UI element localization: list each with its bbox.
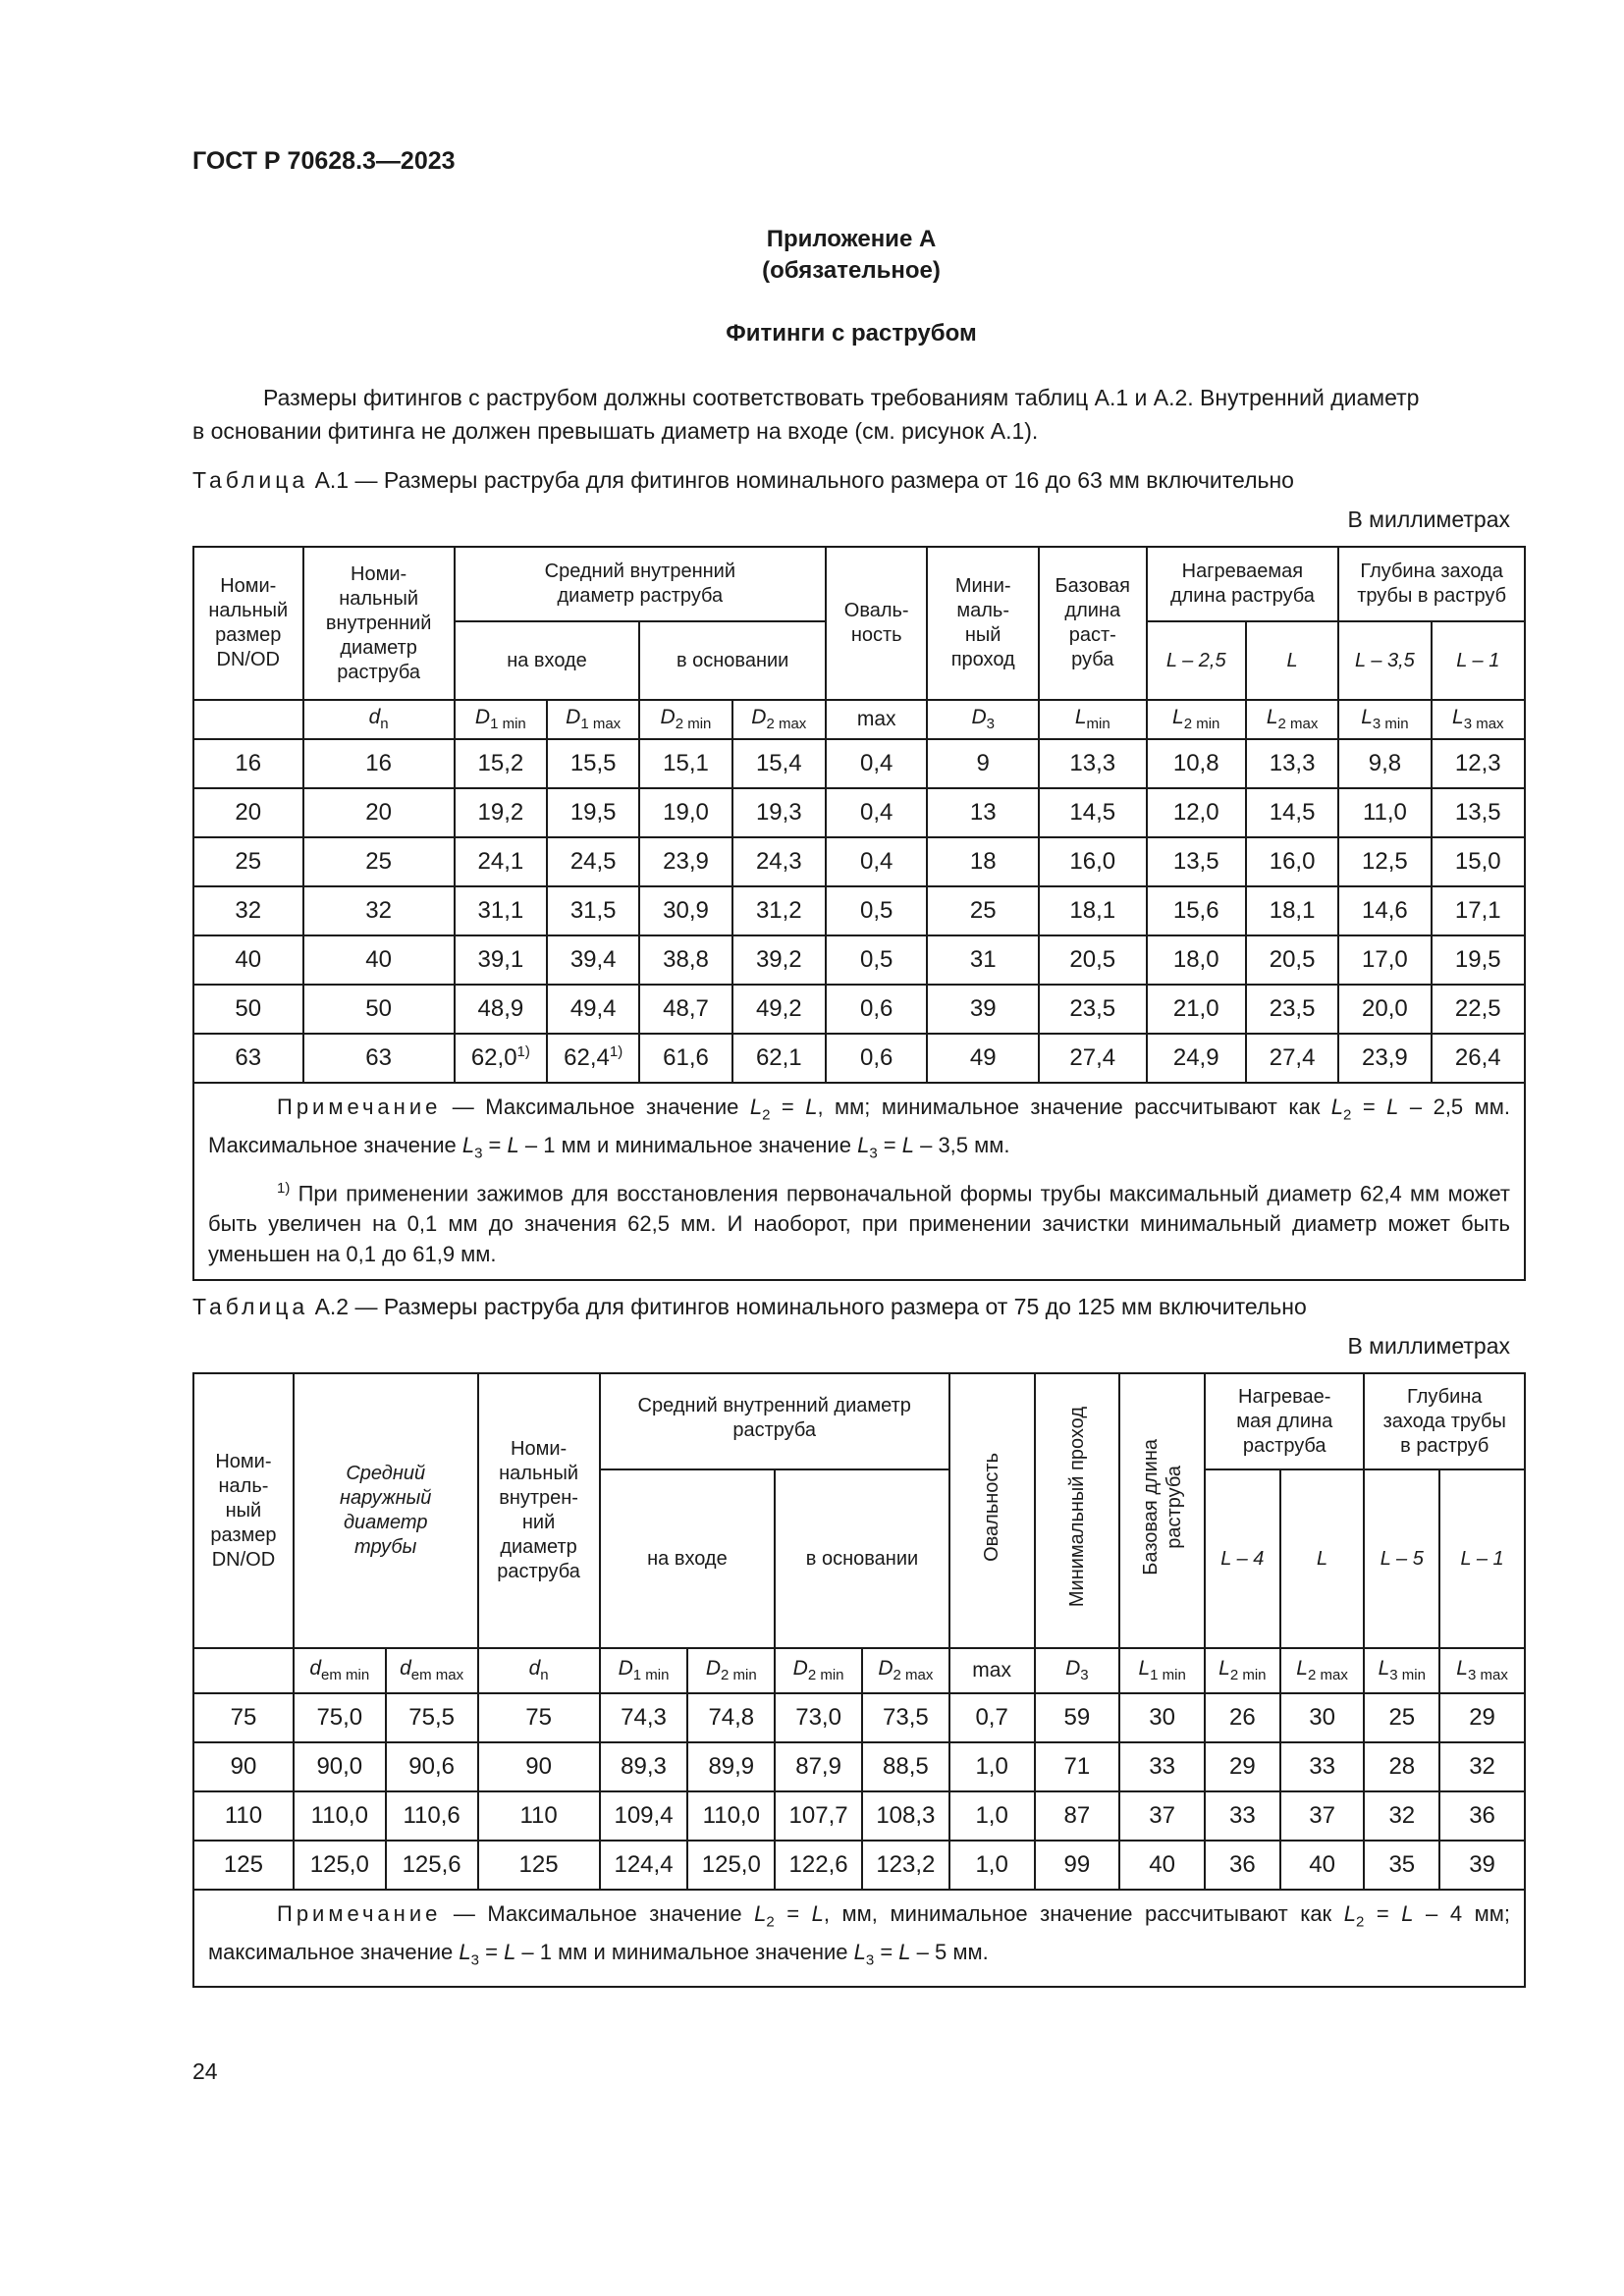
table1-cell: 16	[193, 739, 303, 788]
t2-h-l1: L – 1	[1439, 1469, 1525, 1648]
t2-h-l5: L – 5	[1364, 1469, 1439, 1648]
t2-sym-l3max: $L_{3 max}$	[1439, 1648, 1525, 1693]
table2-cell: 87	[1035, 1791, 1120, 1841]
t2-sym-demmax: $d_{em max}$	[386, 1648, 478, 1693]
t1-sym-lmin: $L_{min}$	[1039, 700, 1147, 739]
table2-cell: 125,6	[386, 1841, 478, 1890]
table1-cell: 40	[193, 935, 303, 985]
table1-cell: 15,5	[547, 739, 639, 788]
table1-cell: 17,1	[1432, 886, 1525, 935]
table2-cell: 30	[1119, 1693, 1205, 1742]
table2-cell: 107,7	[775, 1791, 862, 1841]
table2-cell: 36	[1205, 1841, 1280, 1890]
t1-h-base: в основании	[639, 621, 826, 700]
table1-cell: 18,1	[1039, 886, 1147, 935]
table1-cell: 0,5	[826, 935, 927, 985]
table2-cell: 75,0	[294, 1693, 386, 1742]
table2-caption-text: А.2 — Размеры раструба для фитингов номинального размера от 75 до 125 мм включительно	[314, 1294, 1307, 1319]
t1-h-l25: L – 2,5	[1147, 621, 1246, 700]
table2-cell: 110	[478, 1791, 600, 1841]
t2-sym-d2min-b: $D_{2 min}$	[775, 1648, 862, 1693]
t2-h-oval: Овальность	[949, 1373, 1035, 1648]
table2-cell: 29	[1439, 1693, 1525, 1742]
t1-sym-max: max	[826, 700, 927, 739]
table1-cell: 20,0	[1338, 985, 1431, 1034]
t2-sym-d2max: $D_{2 max}$	[862, 1648, 949, 1693]
table2-cell: 110,0	[687, 1791, 775, 1841]
t2-sym-d3: $D_3$	[1035, 1648, 1120, 1693]
table2-cell: 99	[1035, 1841, 1120, 1890]
table2-caption-word: Таблица	[192, 1294, 309, 1319]
t1-h-l: L	[1246, 621, 1338, 700]
table1-cell: 15,2	[455, 739, 547, 788]
t1-last-c2: 63	[303, 1034, 455, 1083]
table1-cell: 14,6	[1338, 886, 1431, 935]
table2-cell: 1,0	[949, 1742, 1035, 1791]
table2-cell: 73,0	[775, 1693, 862, 1742]
table1-cell: 0,5	[826, 886, 927, 935]
table1-cell: 24,5	[547, 837, 639, 886]
table2-cell: 108,3	[862, 1791, 949, 1841]
t2-h-heated: Нагревае- мая длина раструба	[1205, 1373, 1364, 1469]
table1-cell: 19,5	[1432, 935, 1525, 985]
table1-cell: 23,5	[1039, 985, 1147, 1034]
t1-sym-l2min: $L_{2 min}$	[1147, 700, 1246, 739]
table2-cell: 75	[478, 1693, 600, 1742]
table1-caption	[192, 467, 1294, 494]
t1-sym-blank	[193, 700, 303, 739]
table1-cell: 11,0	[1338, 788, 1431, 837]
table2-row	[193, 1791, 1525, 1841]
table2-cell: 125,0	[294, 1841, 386, 1890]
table1-units: В миллиметрах	[1347, 507, 1510, 532]
table1-cell: 12,5	[1338, 837, 1431, 886]
t2-h-outer: Средний наружный диаметр трубы	[294, 1373, 478, 1648]
table2-cell: 1,0	[949, 1841, 1035, 1890]
table2-cell: 36	[1439, 1791, 1525, 1841]
t2-sym-d1min: $D_{1 min}$	[600, 1648, 688, 1693]
table1-cell: 50	[303, 985, 455, 1034]
t1-last-c12: 23,9	[1338, 1034, 1431, 1083]
t1-h-l1: L – 1	[1432, 621, 1525, 700]
t1-h-entry: на входе	[455, 621, 640, 700]
intro-line-1: Размеры фитингов с раструбом должны соответствовать требованиям таблиц А.1 и А.2. Внутренний диаметр	[263, 385, 1420, 410]
t1-last-c3: 62,0$^{1)}$	[455, 1034, 547, 1083]
table1-cell: 15,1	[639, 739, 731, 788]
t1-note-label: Примечание	[277, 1095, 442, 1119]
table2-cell: 110,0	[294, 1791, 386, 1841]
t1-last-c10: 24,9	[1147, 1034, 1246, 1083]
t2-note-label: Примечание	[277, 1901, 442, 1926]
table2-row	[193, 1742, 1525, 1791]
t1-h-inner: Номи- нальный внутренний диаметр раструба	[303, 547, 455, 700]
table1-cell: 19,0	[639, 788, 731, 837]
table2-cell: 110,6	[386, 1791, 478, 1841]
table1-cell: 19,5	[547, 788, 639, 837]
t2-sym-max: max	[949, 1648, 1035, 1693]
table1-cell: 13,5	[1432, 788, 1525, 837]
table2-cell: 37	[1119, 1791, 1205, 1841]
table1-caption-word: Таблица	[192, 467, 309, 493]
t2-sym-l3min: $L_{3 min}$	[1364, 1648, 1439, 1693]
t2-h-minpass: Минимальный проход	[1035, 1373, 1120, 1648]
table1-cell: 18,1	[1246, 886, 1338, 935]
table2-cell: 26	[1205, 1693, 1280, 1742]
table1-cell: 39,1	[455, 935, 547, 985]
table1-cell: 25	[193, 837, 303, 886]
table1-row	[193, 886, 1525, 935]
table1-cell: 25	[927, 886, 1039, 935]
table2-cell: 90	[193, 1742, 294, 1791]
t1-last-c5: 61,6	[639, 1034, 731, 1083]
table1-cell: 40	[303, 935, 455, 985]
table1-cell: 18,0	[1147, 935, 1246, 985]
table2-cell: 59	[1035, 1693, 1120, 1742]
table2-cell: 89,9	[687, 1742, 775, 1791]
table2-cell: 89,3	[600, 1742, 688, 1791]
table1-cell: 49,2	[732, 985, 826, 1034]
table2-cell: 39	[1439, 1841, 1525, 1890]
table1-cell: 18	[927, 837, 1039, 886]
table2-cell: 35	[1364, 1841, 1439, 1890]
table1-cell: 20	[303, 788, 455, 837]
table2-cell: 75,5	[386, 1693, 478, 1742]
t1-sym-l3min: $L_{3 min}$	[1338, 700, 1431, 739]
t2-h-depth: Глубина захода трубы в раструб	[1364, 1373, 1525, 1469]
table2-cell: 37	[1280, 1791, 1365, 1841]
table1-cell: 39,2	[732, 935, 826, 985]
appendix-status: (обязательное)	[762, 257, 941, 284]
table2-cell: 75	[193, 1693, 294, 1742]
t2-sym-l1min: $L_{1 min}$	[1119, 1648, 1205, 1693]
t2-sym-d2min-a: $D_{2 min}$	[687, 1648, 775, 1693]
table1-note: Примечание — Максимальное значение $L_2 = L$, мм; минимальное значение рассчитывают как $L_2 = L - 2,5$ мм. Максимальное значение $L_3 = L - 1$ мм и минимальное значение $L_3 = L - 3,5$ мм. $^{1)}$ При применении зажимов для восстановления первоначальной формы трубы максимальный диаметр 62,4 мм может быть увеличен на 0,1 мм до значения 62,5 мм. И наоборот, при применении зачистки минимальный диаметр может быть уменьшен на 0,1 до 61,9 мм.	[193, 1083, 1525, 1280]
t2-h-l4: L – 4	[1205, 1469, 1280, 1648]
t1-sym-dn: $d_n$	[303, 700, 455, 739]
table2-cell: 90	[478, 1742, 600, 1791]
t2-h-l: L	[1280, 1469, 1365, 1648]
table1-cell: 0,4	[826, 739, 927, 788]
table1-cell: 13,3	[1039, 739, 1147, 788]
table1-row	[193, 985, 1525, 1034]
table2	[192, 1372, 1526, 1988]
t1-last-c4: 62,4$^{1)}$	[547, 1034, 639, 1083]
table1-cell: 13,3	[1246, 739, 1338, 788]
table1-cell: 15,6	[1147, 886, 1246, 935]
table1	[192, 546, 1526, 1281]
table2-cell: 109,4	[600, 1791, 688, 1841]
table2-cell: 0,7	[949, 1693, 1035, 1742]
table1-cell: 31,1	[455, 886, 547, 935]
table2-cell: 33	[1280, 1742, 1365, 1791]
t1-h-heated: Нагреваемая длина раструба	[1147, 547, 1339, 621]
table2-cell: 123,2	[862, 1841, 949, 1890]
table1-cell: 32	[303, 886, 455, 935]
table1-cell: 15,0	[1432, 837, 1525, 886]
table2-cell: 90,0	[294, 1742, 386, 1791]
table1-cell: 23,9	[639, 837, 731, 886]
table1-cell: 38,8	[639, 935, 731, 985]
table1-cell: 9	[927, 739, 1039, 788]
t2-h-baselen: Базовая длина раструба	[1119, 1373, 1205, 1648]
t2-sym-l2min: $L_{2 min}$	[1205, 1648, 1280, 1693]
table2-cell: 87,9	[775, 1742, 862, 1791]
t2-h-base: в основании	[775, 1469, 949, 1648]
t2-sym-dn: $d_n$	[478, 1648, 600, 1693]
table1-cell: 49,4	[547, 985, 639, 1034]
t1-last-c7: 0,6	[826, 1034, 927, 1083]
table1-row	[193, 788, 1525, 837]
appendix-title: Приложение А	[766, 226, 937, 252]
t1-sym-d1max: $D_{1 max}$	[547, 700, 639, 739]
table1-cell: 12,0	[1147, 788, 1246, 837]
table2-cell: 29	[1205, 1742, 1280, 1791]
table1-cell: 31,2	[732, 886, 826, 935]
table1-cell: 16,0	[1039, 837, 1147, 886]
t1-h-minpass: Мини- маль- ный проход	[927, 547, 1039, 700]
table2-units: В миллиметрах	[1347, 1333, 1510, 1359]
table1-cell: 14,5	[1246, 788, 1338, 837]
table2-cell: 33	[1119, 1742, 1205, 1791]
page-number: 24	[192, 2058, 218, 2084]
table1-cell: 16	[303, 739, 455, 788]
table1-cell: 14,5	[1039, 788, 1147, 837]
t1-last-c11: 27,4	[1246, 1034, 1338, 1083]
t2-sym-blank	[193, 1648, 294, 1693]
table1-cell: 32	[193, 886, 303, 935]
t1-h-baselen: Базовая длина раст- руба	[1039, 547, 1147, 700]
table2-cell: 74,8	[687, 1693, 775, 1742]
table2-caption	[192, 1294, 1307, 1320]
t2-h-entry: на входе	[600, 1469, 776, 1648]
table2-cell: 32	[1364, 1791, 1439, 1841]
table2-cell: 25	[1364, 1693, 1439, 1742]
table2-cell: 73,5	[862, 1693, 949, 1742]
t2-sym-l2max: $L_{2 max}$	[1280, 1648, 1365, 1693]
t1-h-oval: Оваль- ность	[826, 547, 927, 700]
t1-last-c1: 63	[193, 1034, 303, 1083]
table2-note: Примечание — Максимальное значение $L_2 = L$, мм, минимальное значение рассчитывают как $L_2 = L - 4$ мм; максимальное значение $L_3 = L - 1$ мм и минимальное значение $L_3 = L - 5$ мм.	[193, 1890, 1525, 1987]
t1-h-mean: Средний внутренний диаметр раструба	[455, 547, 826, 621]
table1-cell: 17,0	[1338, 935, 1431, 985]
t2-sym-demmin: $d_{em min}$	[294, 1648, 386, 1693]
t1-sym-l2max: $L_{2 max}$	[1246, 700, 1338, 739]
table1-cell: 16,0	[1246, 837, 1338, 886]
table2-cell: 90,6	[386, 1742, 478, 1791]
t1-h-depth: Глубина захода трубы в раструб	[1338, 547, 1525, 621]
table1-cell: 0,6	[826, 985, 927, 1034]
table1-cell: 31	[927, 935, 1039, 985]
table2-cell: 74,3	[600, 1693, 688, 1742]
table1-cell: 21,0	[1147, 985, 1246, 1034]
table2-cell: 28	[1364, 1742, 1439, 1791]
t1-last-c9: 27,4	[1039, 1034, 1147, 1083]
t1-sym-d2max: $D_{2 max}$	[732, 700, 826, 739]
t1-h-l35: L – 3,5	[1338, 621, 1431, 700]
table2-cell: 124,4	[600, 1841, 688, 1890]
table1-cell: 39,4	[547, 935, 639, 985]
table2-cell: 122,6	[775, 1841, 862, 1890]
table1-cell: 9,8	[1338, 739, 1431, 788]
table2-cell: 110	[193, 1791, 294, 1841]
t2-h-inner: Номи- нальный внутрен- ний диаметр раструба	[478, 1373, 600, 1648]
table1-cell: 48,9	[455, 985, 547, 1034]
table1-caption-text: А.1 — Размеры раструба для фитингов номинального размера от 16 до 63 мм включительно	[314, 467, 1294, 493]
table1-cell: 23,5	[1246, 985, 1338, 1034]
table1-cell: 30,9	[639, 886, 731, 935]
table1-cell: 0,4	[826, 788, 927, 837]
table1-cell: 10,8	[1147, 739, 1246, 788]
t2-h-nominal: Номи- наль- ный размер DN/OD	[193, 1373, 294, 1648]
table1-cell: 13,5	[1147, 837, 1246, 886]
table1-cell: 12,3	[1432, 739, 1525, 788]
table1-cell: 13	[927, 788, 1039, 837]
table1-cell: 0,4	[826, 837, 927, 886]
table1-cell: 20,5	[1039, 935, 1147, 985]
table1-footnote: $^{1)}$ При применении зажимов для восстановления первоначальной формы трубы максимальный диаметр 62,4 мм может быть увеличен на 0,1 мм до значения 62,5 мм. И наоборот, при применении зачистки минимальный диаметр может быть уменьшен на 0,1 до 61,9 мм.	[208, 1179, 1510, 1267]
table1-cell: 25	[303, 837, 455, 886]
t1-last-c6: 62,1	[732, 1034, 826, 1083]
table2-cell: 125	[478, 1841, 600, 1890]
table1-cell: 48,7	[639, 985, 731, 1034]
table1-cell: 50	[193, 985, 303, 1034]
t1-sym-d3: $D_3$	[927, 700, 1039, 739]
table2-cell: 40	[1280, 1841, 1365, 1890]
t1-sym-d2min: $D_{2 min}$	[639, 700, 731, 739]
table2-cell: 1,0	[949, 1791, 1035, 1841]
table1-cell: 39	[927, 985, 1039, 1034]
table2-cell: 30	[1280, 1693, 1365, 1742]
table2-cell: 71	[1035, 1742, 1120, 1791]
table2-cell: 88,5	[862, 1742, 949, 1791]
table2-row	[193, 1693, 1525, 1742]
table1-cell: 19,3	[732, 788, 826, 837]
table2-cell: 40	[1119, 1841, 1205, 1890]
table1-cell: 15,4	[732, 739, 826, 788]
table1-row	[193, 935, 1525, 985]
table1-cell: 24,3	[732, 837, 826, 886]
table2-cell: 33	[1205, 1791, 1280, 1841]
table1-row	[193, 837, 1525, 886]
document-code: ГОСТ Р 70628.3—2023	[192, 147, 456, 175]
table1-cell: 22,5	[1432, 985, 1525, 1034]
table2-cell: 125,0	[687, 1841, 775, 1890]
t1-h-nominal: Номи- нальный размер DN/OD	[193, 547, 303, 700]
t1-last-c8: 49	[927, 1034, 1039, 1083]
table1-row	[193, 739, 1525, 788]
intro-line-2: в основании фитинга не должен превышать диаметр на входе (см. рисунок А.1).	[192, 418, 1039, 444]
table1-cell: 31,5	[547, 886, 639, 935]
appendix-heading: Фитинги с раструбом	[726, 320, 977, 347]
t1-sym-d1min: $D_{1 min}$	[455, 700, 547, 739]
table2-cell: 32	[1439, 1742, 1525, 1791]
table1-cell: 24,1	[455, 837, 547, 886]
t1-sym-l3max: $L_{3 max}$	[1432, 700, 1525, 739]
intro-paragraph	[192, 381, 1510, 448]
table1-cell: 20	[193, 788, 303, 837]
table2-row	[193, 1841, 1525, 1890]
table1-cell: 19,2	[455, 788, 547, 837]
table1-cell: 20,5	[1246, 935, 1338, 985]
t2-h-mean: Средний внутренний диаметр раструба	[600, 1373, 949, 1469]
table2-cell: 125	[193, 1841, 294, 1890]
t1-last-c13: 26,4	[1432, 1034, 1525, 1083]
